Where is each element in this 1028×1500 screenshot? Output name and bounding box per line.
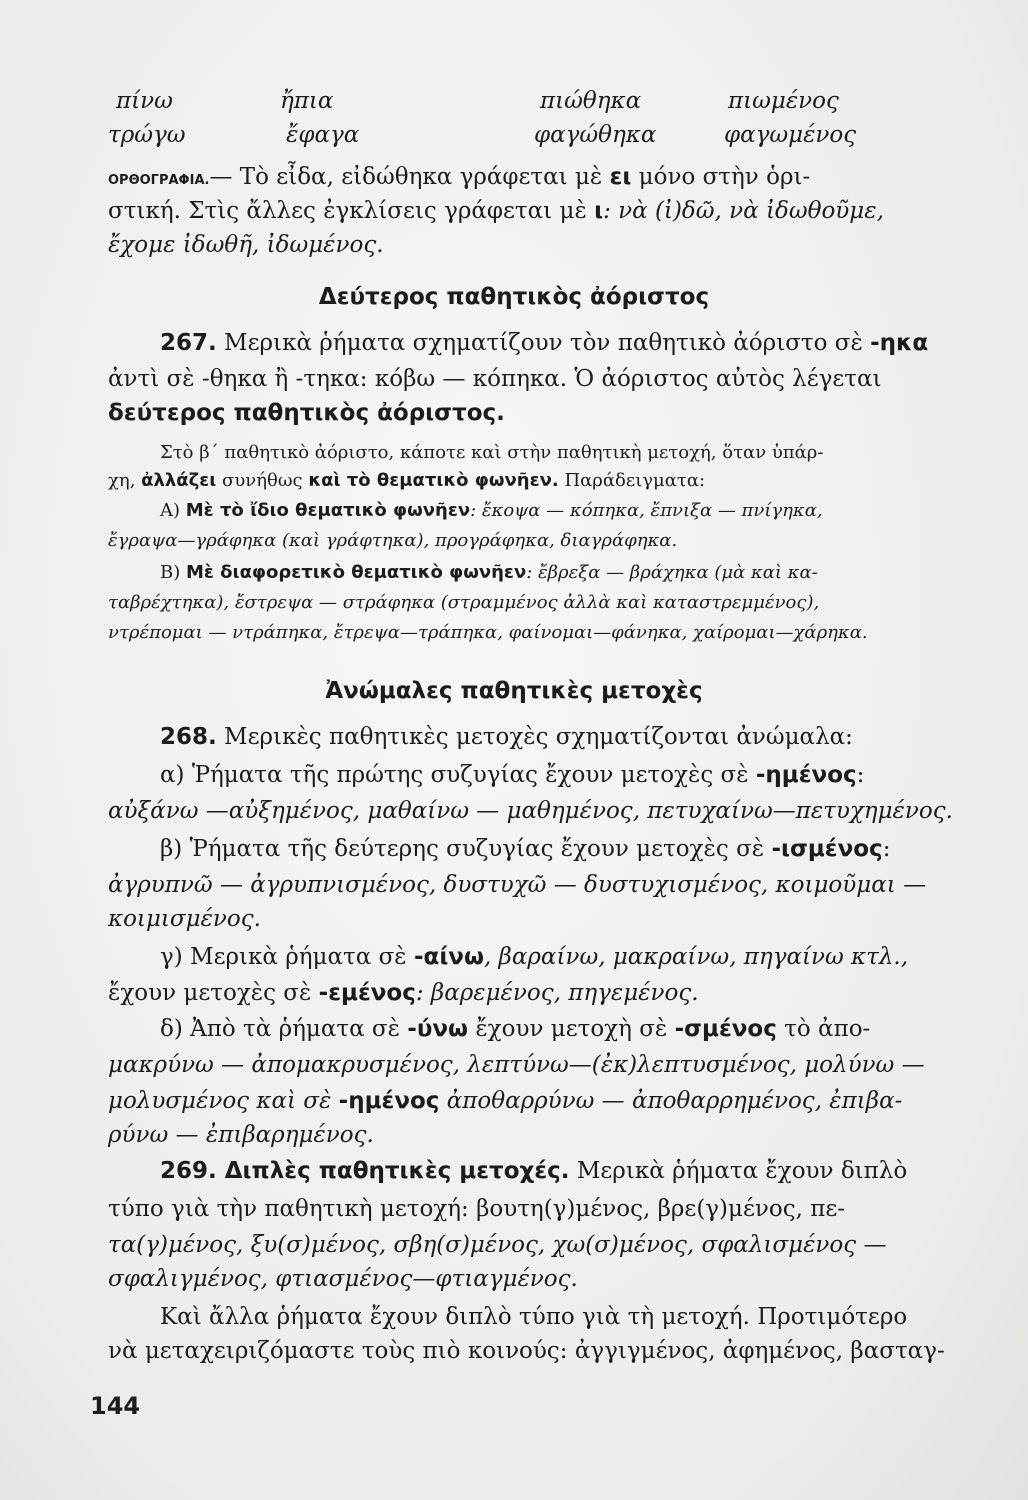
example-b-line: ταβρέχτηκα), ἔστρεψα — στράφηκα (στραμμένος ἀλλὰ καὶ καταστρεμμένος), (108, 592, 820, 613)
paragraph-268-line: β) Ῥήματα τῆς δεύτερης συζυγίας ἔχουν μετοχὲς σὲ -ισμένος: (160, 836, 891, 862)
paragraph-267-line: δεύτερος παθητικὸς ἀόριστος. (108, 400, 505, 426)
orthography-line: στική. Στὶς ἄλλες ἐγκλίσεις γράφεται μὲ ι: νὰ (ἰ)δῶ, νὰ ἰδωθοῦμε, (108, 198, 884, 224)
section-number: 267. (160, 330, 217, 356)
paragraph-268-line: κοιμισμένος. (108, 906, 261, 932)
table-cell: φαγωμένος (724, 122, 857, 148)
closing-paragraph-line: Καὶ ἄλλα ῥήματα ἔχουν διπλὸ τύπο γιὰ τὴ μετοχή. Προτιμότερο (160, 1304, 908, 1330)
orthography-label: ΟΡΘΟΓΡΑΦΙΑ. (108, 173, 210, 188)
paragraph-268-line: δ) Ἀπὸ τὰ ῥήματα σὲ -ύνω ἔχουν μετοχὴ σὲ -σμένος τὸ ἀπο- (160, 1016, 871, 1042)
example-b-line: Β) Μὲ διαφορετικὸ θεματικὸ φωνῆεν: ἔβρεξα — βράχηκα (μὰ καὶ κα- (160, 562, 818, 583)
paragraph-268-line: αὐξάνω —αὐξημένος, μαθαίνω — μαθημένος, πετυχαίνω—πετυχημένος. (108, 798, 953, 824)
section-number: 269. (160, 1158, 217, 1184)
orthography-line: ἔχομε ἰδωθῆ, ἰδωμένος. (108, 232, 384, 258)
table-cell: πιωμένος (728, 88, 839, 114)
example-a-line: ἔγραψα—γράφηκα (καὶ γράφτηκα), προγράφηκα, διαγράφηκα. (108, 530, 678, 551)
table-cell: ἔφαγα (286, 122, 360, 148)
paragraph-268-line: ἔχουν μετοχὲς σὲ -εμένος: βαρεμένος, πηγεμένος. (108, 980, 699, 1006)
table-cell: πίνω (116, 88, 173, 114)
paragraph-268-line: α) Ῥήματα τῆς πρώτης συζυγίας ἔχουν μετοχὲς σὲ -ημένος: (160, 762, 865, 788)
paragraph-269-line: 269. Διπλὲς παθητικὲς μετοχές. Μερικὰ ῥήματα ἔχουν διπλὸ (160, 1158, 908, 1184)
paragraph-268-line: ρύνω — ἐπιβαρημένος. (108, 1122, 374, 1148)
paragraph-268-line: 268. Μερικὲς παθητικὲς μετοχὲς σχηματίζονται ἀνώμαλα: (160, 724, 853, 750)
paragraph-267-note: Στὸ β΄ παθητικὸ ἀόριστο, κάποτε καὶ στὴν παθητικὴ μετοχή, ὅταν ὑπάρ- (160, 442, 824, 463)
paragraph-268-line: μακρύνω — ἀπομακρυσμένος, λεπτύνω—(ἐκ)λεπτυσμένος, μολύνω — (108, 1052, 925, 1078)
paragraph-267-line: ἀντὶ σὲ -θηκα ἢ -τηκα: κόβω — κόπηκα. Ὁ ἀόριστος αὐτὸς λέγεται (108, 366, 882, 392)
table-cell: πιώθηκα (540, 88, 642, 114)
table-cell: φαγώθηκα (534, 122, 657, 148)
paragraph-269-line: σφαλιγμένος, φτιασμένος—φτιαγμένος. (108, 1266, 578, 1292)
paragraph-269-line: τύπο γιὰ τὴν παθητικὴ μετοχή: βουτη(γ)μένος, βρε(γ)μένος, πε- (108, 1196, 846, 1222)
example-b-line: ντρέπομαι — ντράπηκα, ἔτρεψα—τράπηκα, φαίνομαι—φάνηκα, χαίρομαι—χάρηκα. (108, 622, 868, 643)
paragraph-268-line: ἀγρυπνῶ — ἀγρυπνισμένος, δυστυχῶ — δυστυχισμένος, κοιμοῦμαι — (108, 872, 927, 898)
section-heading: Δεύτερος παθητικὸς ἀόριστος (318, 284, 710, 310)
verb-table-row (108, 122, 964, 162)
orthography-line: ΟΡΘΟΓΡΑΦΙΑ.— Τὸ εἶδα, εἰδώθηκα γράφεται μὲ ει μόνο στὴν ὁρι- (108, 164, 811, 190)
example-a-line: Α) Μὲ τὸ ἴδιο θεματικὸ φωνῆεν: ἔκοψα — κόπηκα, ἔπνιξα — πνίγηκα, (160, 500, 823, 521)
table-cell: τρώγω (108, 122, 186, 148)
paragraph-267-note: χη, ἀλλάζει συνήθως καὶ τὸ θεματικὸ φωνῆεν. Παράδειγματα: (108, 470, 706, 491)
paragraph-269-line: τα(γ)μένος, ξυ(σ)μένος, σβη(σ)μένος, χω(σ)μένος, σφαλισμένος — (108, 1232, 887, 1258)
paragraph-267-line: 267. Μερικὰ ῥήματα σχηματίζουν τὸν παθητικὸ ἀόριστο σὲ -ηκα (160, 330, 929, 356)
closing-paragraph-line: νὰ μεταχειριζόμαστε τοὺς πιὸ κοινούς: ἀγγιγμένος, ἀφημένος, βασταγ- (108, 1338, 945, 1364)
section-number: 268. (160, 724, 217, 750)
section-heading: Ἀνώμαλες παθητικὲς μετοχὲς (325, 678, 703, 704)
paragraph-268-line: μολυσμένος καὶ σὲ -ημένος ἀποθαρρύνω — ἀποθαρρημένος, ἐπιβα- (108, 1088, 903, 1114)
paragraph-268-line: γ) Μερικὰ ῥήματα σὲ -αίνω, βαραίνω, μακραίνω, πηγαίνω κτλ., (160, 944, 909, 970)
page-number: 144 (90, 1392, 141, 1420)
table-cell: ἤπια (280, 88, 334, 114)
